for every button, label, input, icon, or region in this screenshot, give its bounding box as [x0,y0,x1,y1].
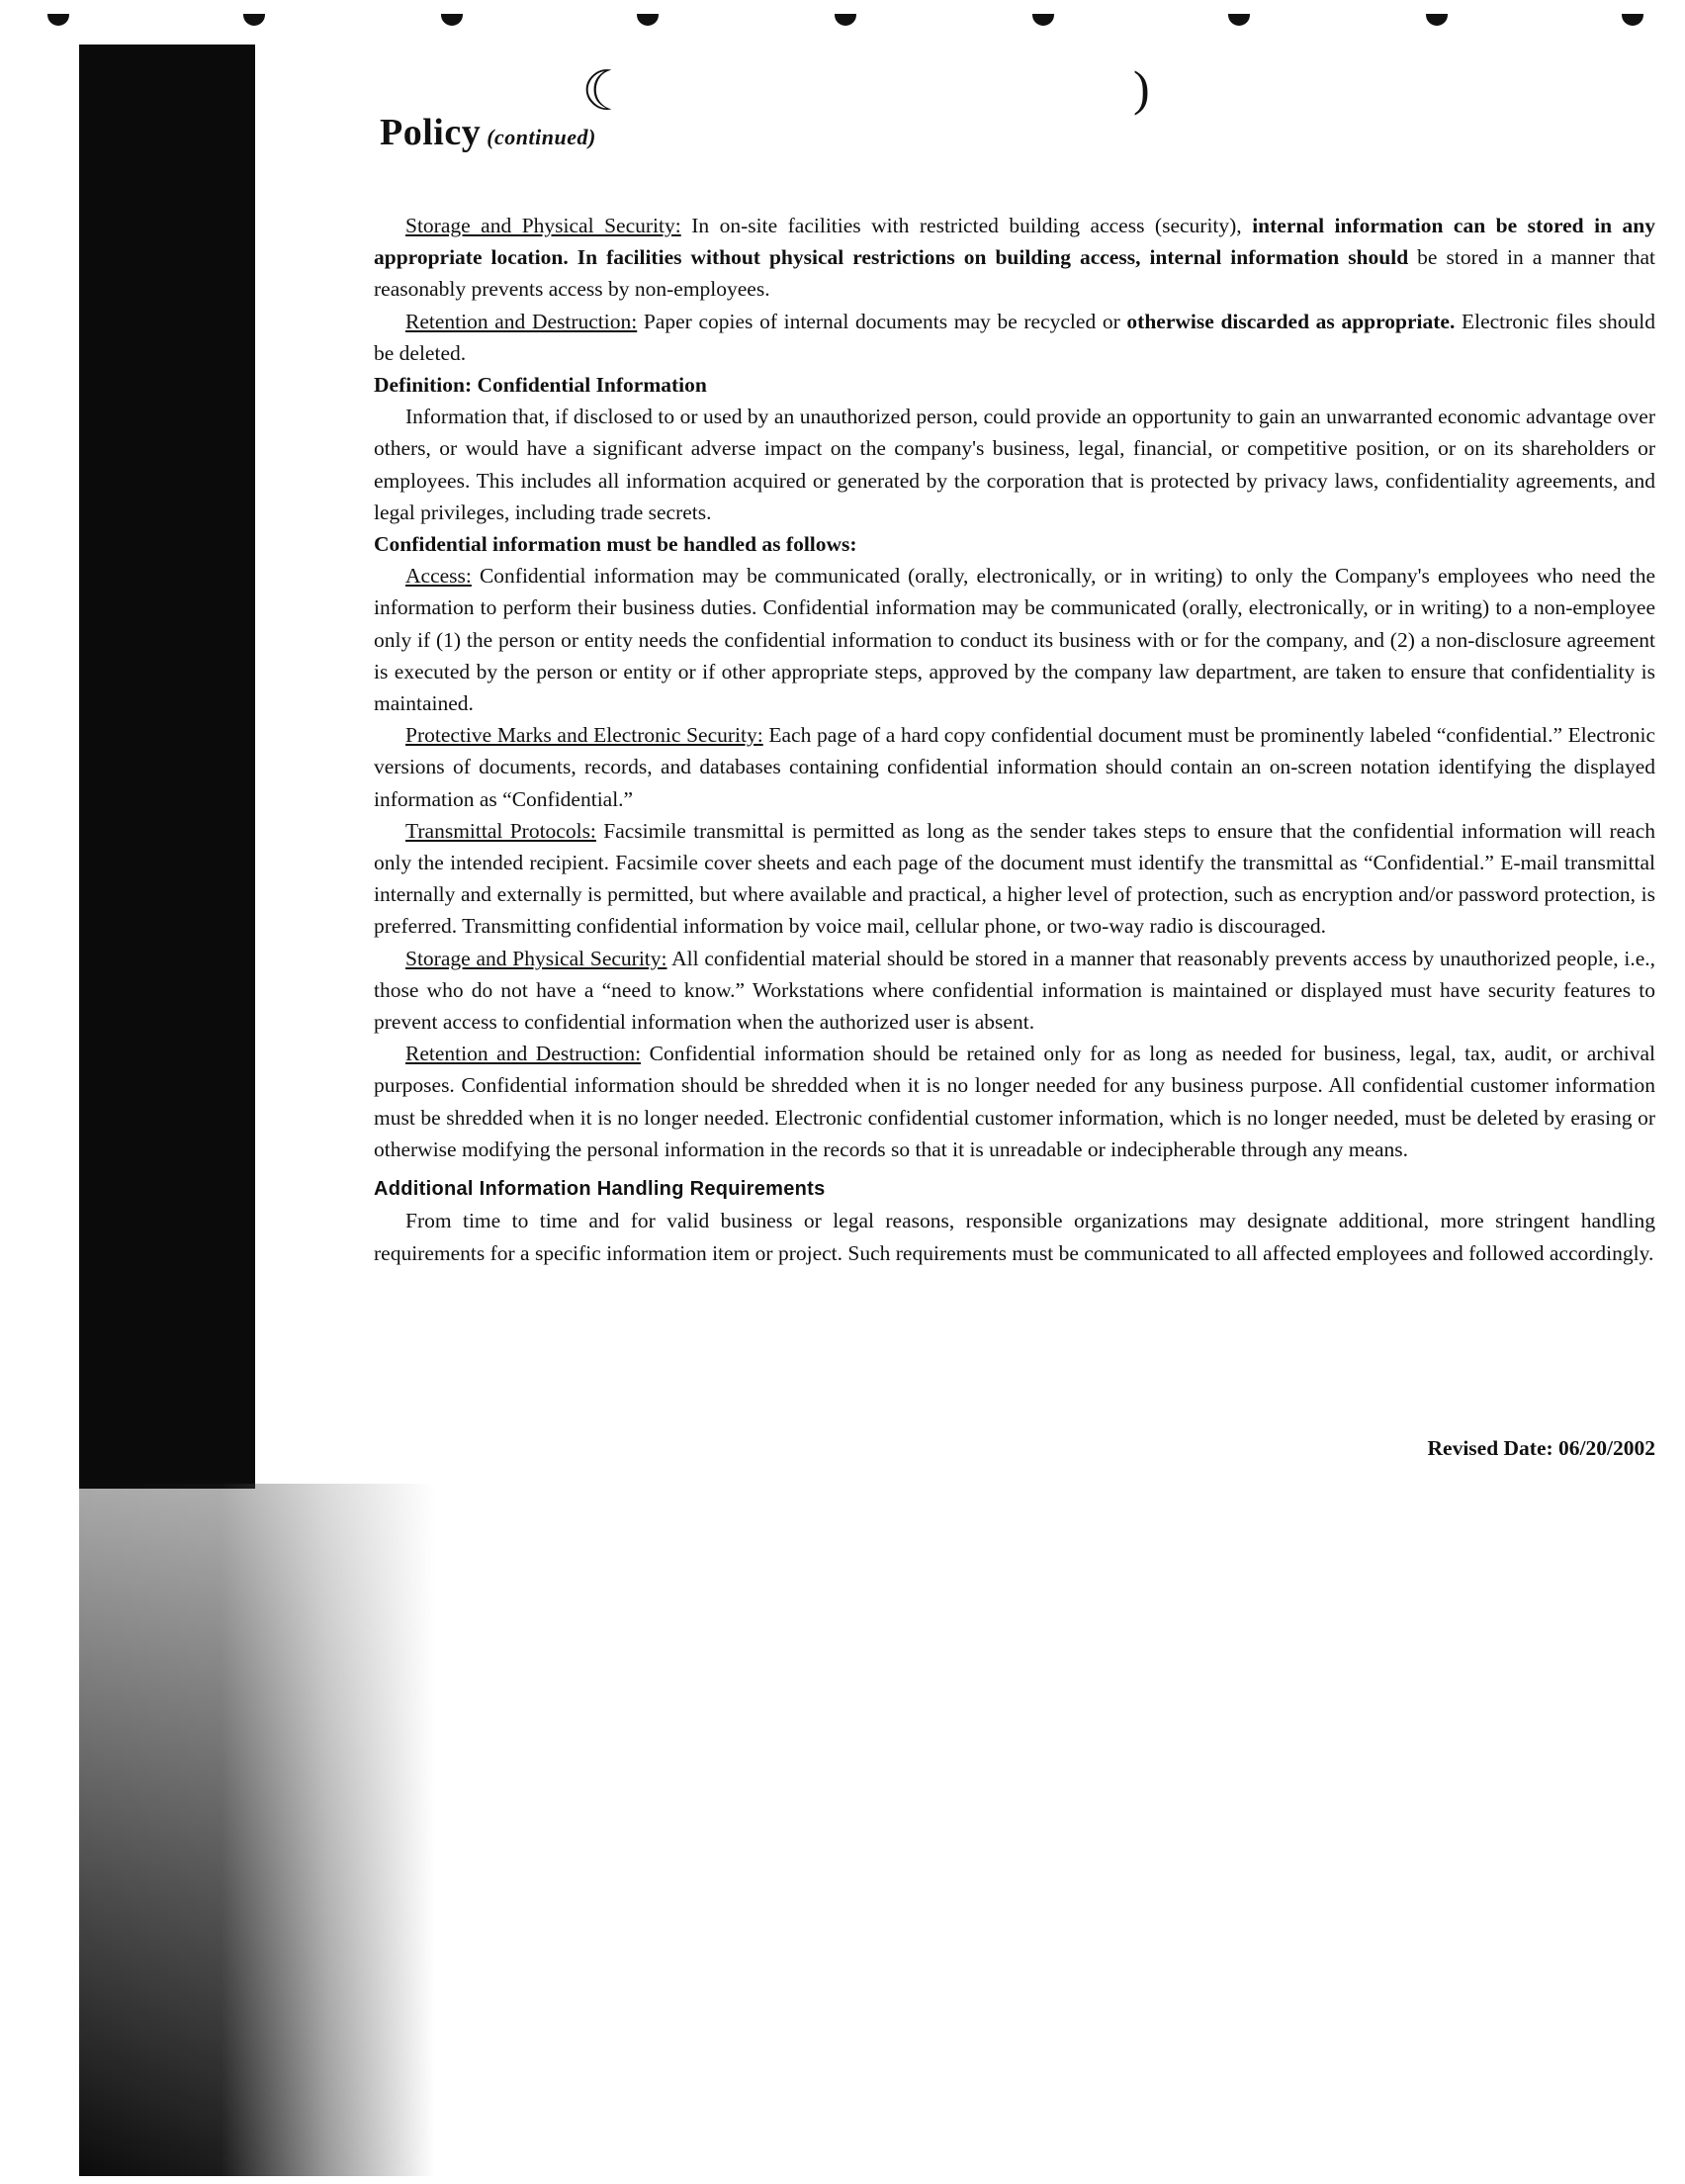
internal-retention-label: Retention and Destruction: [405,309,638,333]
internal-retention-text-bold: otherwise discarded as appropriate. [1126,309,1456,333]
title-text: Policy [380,112,482,153]
internal-storage-paragraph [374,210,1655,306]
access-label: Access: [405,564,472,589]
confidential-definition-text: Information that, if disclosed to or used by an unauthorized person, could provide an opportunity to gain an unwarranted economic advantage over others, or would have a significant adverse impact on the company's business, legal, financial, or competitive position, or on its shareholders or employees. This includes all information acquired or generated by the corporation that is protected by privacy laws, confidentiality agreements, and legal privileges, including trade secrets. [374,405,1655,524]
internal-retention-paragraph [374,306,1655,369]
punch-mark [47,14,69,26]
internal-storage-label: Storage and Physical Security: [405,214,681,237]
scan-margin-smear [79,1484,435,2176]
punch-mark [243,14,265,26]
policy-body [374,210,1655,1269]
page-title [380,111,596,154]
internal-storage-text-end: be stored in a manner that reasonably prevents access by non-employees. [374,245,1656,302]
punch-mark [1032,14,1054,26]
confidential-definition-heading: Definition: Confidential Information [374,373,707,398]
binder-ring-mark: ) [1133,60,1150,116]
confidential-retention-paragraph [374,1038,1655,1165]
punch-mark [1622,14,1643,26]
punch-mark [1426,14,1448,26]
internal-storage-text-bold: internal information can be stored in any appropriate location. In facilities without physical restrictions on building access, internal information should [374,214,1655,270]
internal-storage-text: In on-site facilities with restricted building access (security), [680,214,1253,237]
internal-retention-text: Paper copies of internal documents may be recycled or [637,309,1127,333]
title-subtitle: (continued) [487,125,596,149]
punch-mark [637,14,659,26]
punch-mark [835,14,856,26]
additional-requirements-heading: Additional Information Handling Requirements [374,1178,826,1201]
confidential-retention-text: Confidential information should be retained only for as long as needed for business, legal, tax, audit, or archival purposes. Confidential information should be shredded when it is no longer needed for any business purpose. All confidential customer information must be shredded when it is no longer needed. Electronic confidential customer information, which is no longer needed, must be deleted by erasing or otherwise modifying the personal information in the records so that it is unreadable or indecipherable through any means. [374,1042,1655,1161]
access-text: Confidential information may be communicated (orally, electronically, or in writing) to only the Company's employees who need the information to perform their business duties. Confidential information may be communicated (orally, electronically, or in writing) to a non-employee only if (1) the person or entity needs the confidential information to conduct its business with or for the company, and (2) a non-disclosure agreement is executed by the person or entity or if other appropriate steps, approved by the company law department, are taken to ensure that confidentiality is maintained. [374,564,1655,716]
internal-retention-text-end: Electronic files should be deleted. [374,309,1655,365]
confidential-storage-paragraph [374,943,1655,1039]
punch-hole-marks [0,0,1685,40]
protective-marks-label: Protective Marks and Electronic Security: [405,723,763,748]
confidential-retention-label: Retention and Destruction: [405,1042,642,1066]
confidential-handling-heading: Confidential information must be handled as follows: [374,532,857,557]
transmittal-label: Transmittal Protocols: [405,818,596,843]
confidential-storage-text: All confidential material should be stored in a manner that reasonably prevents access by unauthorized people, i.e., those who do not have a “need to know.” Workstations where confidential information is maintained or displayed must have security features to prevent access to confidential information when the authorized user is absent. [374,946,1655,1035]
additional-requirements-text: From time to time and for valid business or legal reasons, responsible organizations may designate additional, more stringent handling requirements for a specific information item or project. Such requirements must be communicated to all affected employees and followed accordingly. [374,1209,1655,1265]
punch-mark [1228,14,1250,26]
scan-margin-shadow [79,45,255,1489]
revised-date: Revised Date: 06/20/2002 [1427,1436,1655,1460]
binder-ring-mark: ☾ [581,61,632,123]
transmittal-text: Facsimile transmittal is permitted as long as the sender takes steps to ensure that the confidential information will reach only the intended recipient. Facsimile cover sheets and each page of the document must identify the transmittal as “Confidential.” E-mail transmittal internally and externally is permitted, but where available and practical, a higher level of protection, such as encryption and/or password protection, is preferred. Transmitting confidential information by voice mail, cellular phone, or two-way radio is discouraged. [374,818,1655,939]
confidential-storage-label: Storage and Physical Security: [405,946,667,970]
protective-marks-paragraph [374,719,1655,815]
transmittal-paragraph [374,815,1655,943]
access-paragraph [374,560,1655,719]
punch-mark [441,14,463,26]
protective-marks-text: Each page of a hard copy confidential document must be prominently labeled “confidential.” Electronic versions of documents, records, and databases containing confidential information should contain an on-screen notation identifying the displayed information as “Confidential.” [374,723,1655,811]
